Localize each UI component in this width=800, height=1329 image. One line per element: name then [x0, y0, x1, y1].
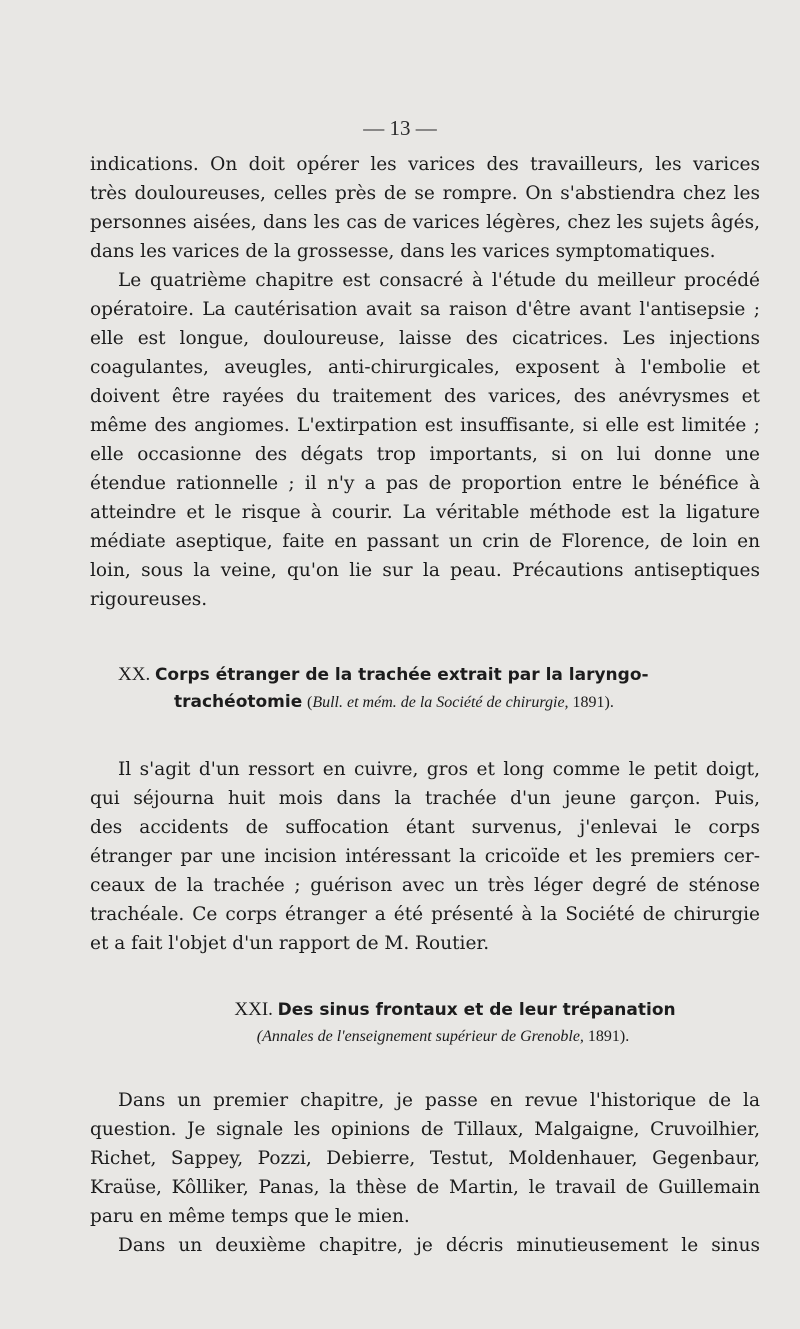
- text-line: ceaux de la trachée ; guérison avec un très léger degré de sténose: [90, 875, 760, 896]
- paragraph-quatrieme-chapitre: [90, 266, 760, 614]
- text-line: très douloureuses, celles près de se rompre. On s'abstiendra chez les: [90, 183, 760, 204]
- text-line: dans les varices de la grossesse, dans les varices symptomatiques.: [90, 241, 716, 262]
- text-line: étranger par une incision intéressant la cricoïde et les premiers cer-: [90, 846, 760, 867]
- paragraph-premier-chapitre: [90, 1086, 760, 1231]
- section-title: Des sinus frontaux et de leur trépanation: [277, 1000, 676, 1020]
- text-line: Dans un premier chapitre, je passe en revue l'historique de la: [118, 1090, 760, 1111]
- text-line: Dans un deuxième chapitre, je décris minutieusement le sinus: [118, 1235, 760, 1256]
- section-title-line: [90, 996, 760, 1023]
- text-line: coagulantes, aveugles, anti-chirurgicales, exposent à l'embolie et: [90, 357, 760, 378]
- reference-source: Bull. et mém. de la Société de chirurgie,: [312, 694, 569, 711]
- text-line: et a fait l'objet d'un rapport de M. Routier.: [90, 933, 490, 954]
- section-title-line: [90, 661, 760, 688]
- text-line: Richet, Sappey, Pozzi, Debierre, Testut, Moldenhauer, Gegenbaur,: [90, 1148, 760, 1169]
- text-line: elle est longue, douloureuse, laisse des cicatrices. Les injections: [90, 328, 760, 349]
- text-line: Il s'agit d'un ressort en cuivre, gros et long comme le petit doigt,: [118, 759, 760, 780]
- section-heading-xx: [90, 661, 760, 715]
- section-number: XXI.: [234, 999, 273, 1020]
- text-line: atteindre et le risque à courir. La véritable méthode est la ligature: [90, 502, 760, 523]
- paragraph-corps-etranger: [90, 755, 760, 958]
- text-line: loin, sous la veine, qu'on lie sur la peau. Précautions antiseptiques: [90, 560, 760, 581]
- text-line: Kraüse, Kôlliker, Panas, la thèse de Martin, le travail de Guillemain: [90, 1177, 760, 1198]
- section-reference-line: [90, 1023, 760, 1050]
- text-line: des accidents de suffocation étant survenus, j'enlevai le corps: [90, 817, 760, 838]
- text-line: doivent être rayées du traitement des varices, des anévrysmes et: [90, 386, 760, 407]
- reference-source: (Annales de l'enseignement supérieur de Grenoble,: [256, 1028, 584, 1045]
- text-line: paru en même temps que le mien.: [90, 1206, 410, 1227]
- section-title-continued: trachéotomie: [174, 692, 303, 712]
- section-title-line: [90, 688, 760, 715]
- text-line: opératoire. La cautérisation avait sa raison d'être avant l'antisepsie ;: [90, 299, 760, 320]
- reference-year: 1891).: [568, 694, 614, 711]
- section-title: Corps étranger de la trachée extrait par la laryngo-: [154, 665, 649, 685]
- text-line: personnes aisées, dans les cas de varices légères, chez les sujets âgés,: [90, 212, 760, 233]
- page-body: [90, 150, 760, 1260]
- paragraph-varices-indications: [90, 150, 760, 266]
- text-line: étendue rationnelle ; il n'y a pas de proportion entre le bénéfice à: [90, 473, 760, 494]
- text-line: trachéale. Ce corps étranger a été présenté à la Société de chirurgie: [90, 904, 760, 925]
- text-line: indications. On doit opérer les varices des travailleurs, les varices: [90, 154, 760, 175]
- section-number: XX.: [118, 664, 151, 685]
- text-line: elle occasionne des dégats trop importants, si on lui donne une: [90, 444, 760, 465]
- section-heading-xxi: [90, 996, 760, 1050]
- text-line: Le quatrième chapitre est consacré à l'étude du meilleur procédé: [118, 270, 760, 291]
- paragraph-deuxieme-chapitre: [90, 1231, 760, 1260]
- text-line: rigoureuses.: [90, 589, 208, 610]
- text-line: médiate aseptique, faite en passant un crin de Florence, de loin en: [90, 531, 760, 552]
- page-number: — 13 —: [363, 116, 437, 140]
- text-line: qui séjourna huit mois dans la trachée d'un jeune garçon. Puis,: [90, 788, 760, 809]
- text-line: question. Je signale les opinions de Tillaux, Malgaigne, Cruvoilhier,: [90, 1119, 760, 1140]
- text-line: même des angiomes. L'extirpation est insuffisante, si elle est limitée ;: [90, 415, 760, 436]
- reference-open: (: [307, 694, 313, 711]
- reference-year: 1891).: [583, 1028, 630, 1045]
